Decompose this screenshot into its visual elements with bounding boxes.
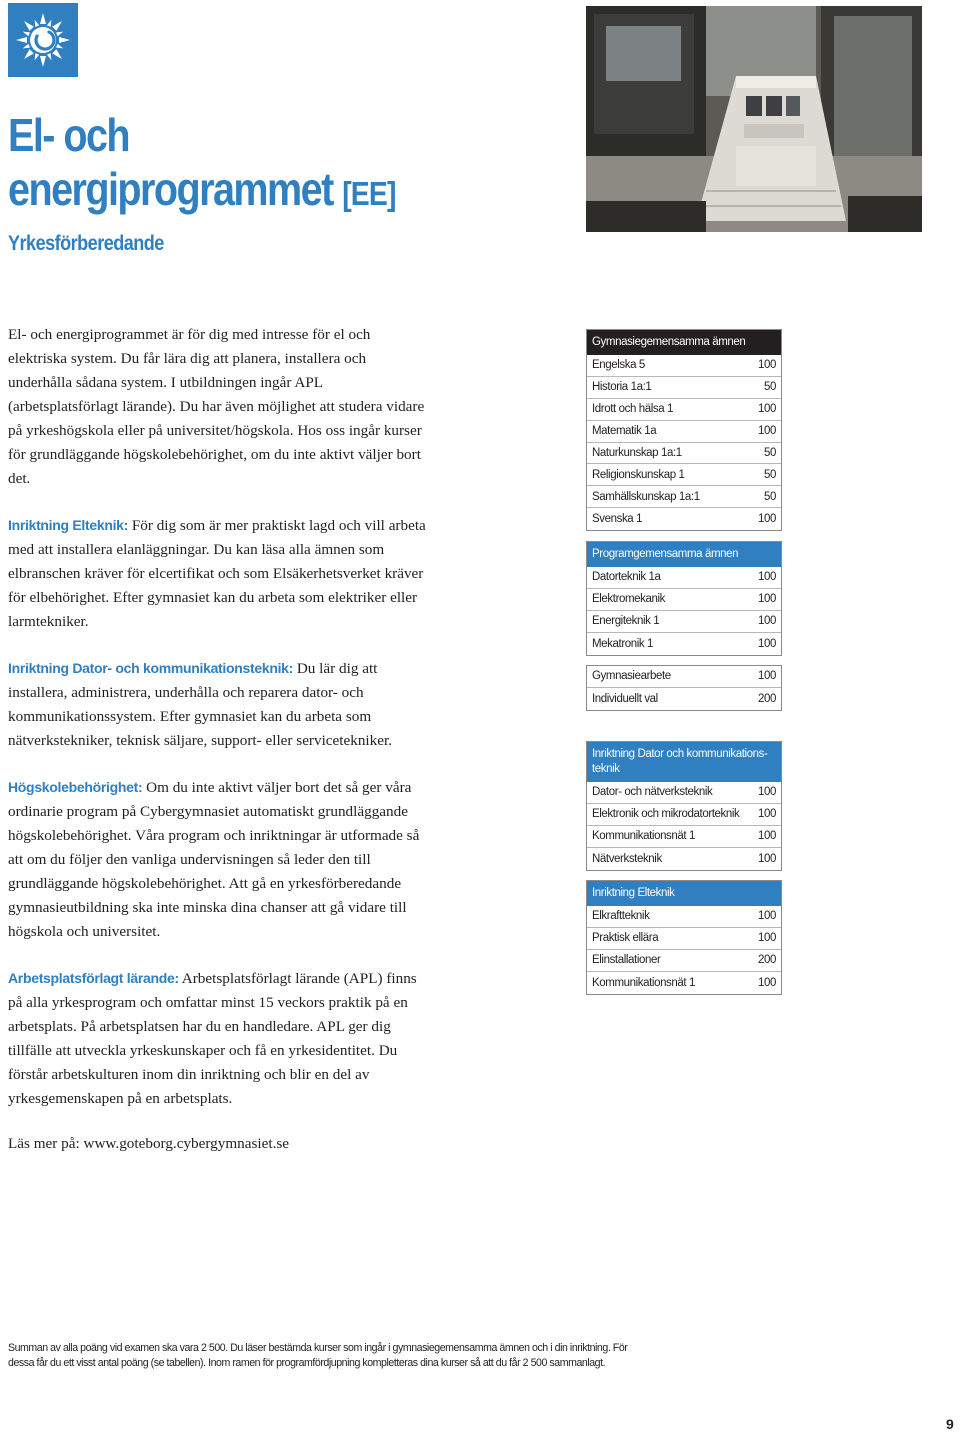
panel-header: Inriktning Elteknik <box>587 881 781 906</box>
section-dator <box>8 656 428 753</box>
course-name: Matematik 1a <box>592 425 657 438</box>
panel-rows <box>587 782 781 870</box>
course-name: Naturkunskap 1a:1 <box>592 447 682 459</box>
course-row <box>587 611 781 633</box>
title-line-1: El- och <box>8 109 130 161</box>
school-logo <box>8 3 78 77</box>
course-row <box>587 399 781 421</box>
panel-header: Inriktning Dator och kommunikations-teknik <box>587 742 781 782</box>
title-line-2: energiprogrammet <box>8 163 333 215</box>
page-number: 9 <box>946 1416 954 1432</box>
footnote: Summan av alla poäng vid examen ska vara 2 500. Du läser bestämda kurser som ingår i gymnasiegemensamma ämnen och i din inriktning. För dessa får du ett visst antal poäng (se tabellen). Inom ramen för programfördjupning kompletteras dina kurser så att du får 2 500 sammanlagt. <box>8 1342 628 1369</box>
body-text <box>8 323 428 1133</box>
course-points: 100 <box>758 830 776 843</box>
course-row <box>587 906 781 928</box>
panel-rows <box>587 666 781 710</box>
course-points: 100 <box>758 571 776 584</box>
section-apl <box>8 966 428 1111</box>
course-points: 100 <box>758 425 776 438</box>
panel-rows <box>587 906 781 994</box>
course-name: Datorteknik 1a <box>592 571 661 584</box>
course-points: 100 <box>758 593 776 606</box>
panel-other-subjects <box>586 665 782 711</box>
course-row <box>587 688 781 710</box>
section-lead: Inriktning Elteknik: <box>8 517 129 533</box>
course-row <box>587 848 781 870</box>
course-points: 50 <box>764 468 776 481</box>
course-row <box>587 508 781 530</box>
course-points: 100 <box>758 513 776 526</box>
section-hogskola <box>8 775 428 944</box>
course-row <box>587 464 781 486</box>
course-name: Gymnasiearbete <box>592 670 671 683</box>
panel-header: Programgemensamma ämnen <box>587 542 781 567</box>
course-row <box>587 589 781 611</box>
panel-rows <box>587 355 781 530</box>
section-lead: Arbetsplatsförlagt lärande: <box>8 970 179 986</box>
sun-logo-icon <box>8 3 78 77</box>
course-name: Samhällskunskap 1a:1 <box>592 490 700 503</box>
page-subtitle: Yrkesförberedande <box>8 232 164 255</box>
course-row <box>587 826 781 848</box>
course-row <box>587 666 781 688</box>
course-points: 200 <box>758 692 776 705</box>
course-points: 100 <box>758 910 776 923</box>
panel-header: Gymnasiegemensamma ämnen <box>587 330 781 355</box>
course-name: Elektronik och mikrodatorteknik <box>592 808 740 821</box>
program-code: [EE] <box>342 175 396 212</box>
page-title <box>8 108 396 221</box>
section-elteknik <box>8 513 428 634</box>
course-points: 50 <box>764 381 776 394</box>
course-row <box>587 443 781 465</box>
read-more-link[interactable]: Läs mer på: www.goteborg.cybergymnasiet.se <box>8 1135 290 1152</box>
course-row <box>587 567 781 589</box>
section-text: Om du inte aktivt väljer bort det så ger våra ordinarie program på Cybergymnasiet automatiskt grundläggande högskolebehörighet. Våra program och inriktningar är utformade så att om du följer den vanliga undervisningen så leder den till grundläggande högskolebehörighet. Att gå en yrkesförberedande gymnasieutbildning ska inte minska dina chanser att gå vidare till högskola och universitet. <box>8 779 420 940</box>
course-row <box>587 782 781 804</box>
course-points: 100 <box>758 670 776 683</box>
course-points: 100 <box>758 615 776 628</box>
course-row <box>587 486 781 508</box>
section-lead: Högskolebehörighet: <box>8 779 143 795</box>
course-name: Praktisk ellära <box>592 932 659 945</box>
section-text: För dig som är mer praktiskt lagd och vill arbeta med att installera elanläggningar. Du kan läsa alla ämnen som elbranschen kräver för elcertifikat och som Elsäkerhetsverket kräver för elbehörighet. Efter gymnasiet kan du arbeta som elektriker eller larmtekniker. <box>8 517 426 630</box>
section-text: Du lär dig att installera, administrera, underhålla och reparera dator- och kommunikationssystem. Efter gymnasiet kan du arbeta som nätverkstekniker, teknisk säljare, support- eller servicetekniker. <box>8 660 393 749</box>
course-name: Kommunikationsnät 1 <box>592 976 695 989</box>
course-points: 100 <box>758 403 776 416</box>
course-row <box>587 377 781 399</box>
course-name: Energiteknik 1 <box>592 615 660 628</box>
course-name: Individuellt val <box>592 692 658 705</box>
course-points: 100 <box>758 852 776 865</box>
course-row <box>587 928 781 950</box>
course-points: 100 <box>758 786 776 799</box>
section-lead: Inriktning Dator- och kommunikationsteknik: <box>8 660 294 676</box>
course-row <box>587 804 781 826</box>
panel-program-subjects <box>586 541 782 656</box>
course-points: 50 <box>764 447 776 459</box>
course-name: Nätverksteknik <box>592 852 662 865</box>
course-name: Religionskunskap 1 <box>592 468 685 481</box>
course-name: Idrott och hälsa 1 <box>592 403 674 416</box>
panel-common-subjects <box>586 329 782 531</box>
course-points: 100 <box>758 808 776 821</box>
course-name: Elinstallationer <box>592 954 661 967</box>
course-points: 100 <box>758 976 776 989</box>
course-row <box>587 972 781 994</box>
course-name: Kommunikationsnät 1 <box>592 830 695 843</box>
course-name: Historia 1a:1 <box>592 381 652 394</box>
panel-rows <box>587 567 781 655</box>
panel-dator-track <box>586 741 782 871</box>
intro-paragraph: El- och energiprogrammet är för dig med intresse för el och elektriska system. Du får lära dig att planera, installera och underhålla sådana system. I utbildningen ingår APL (arbetsplatsförlagt lärande). Du har även möjlighet att studera vidare på yrkeshögskola eller på universitet/högskola. Hos oss ingår kurser för grundläggande högskolebehörighet, om du inte aktivt väljer bort det. <box>8 326 425 487</box>
course-name: Elektromekanik <box>592 593 666 606</box>
course-points: 100 <box>758 359 776 372</box>
course-row <box>587 950 781 972</box>
course-row <box>587 633 781 655</box>
course-name: Mekatronik 1 <box>592 637 654 650</box>
course-name: Elkraftteknik <box>592 910 650 923</box>
classroom-photo <box>586 6 922 232</box>
course-points: 200 <box>758 954 776 967</box>
course-points: 100 <box>758 637 776 650</box>
course-name: Engelska 5 <box>592 359 645 372</box>
course-name: Dator- och nätverksteknik <box>592 786 713 799</box>
section-text: Arbetsplatsförlagt lärande (APL) finns på alla yrkesprogram och omfattar minst 15 veckors praktik på en arbetsplats. På arbetsplatsen har du en handledare. APL ger dig tillfälle att utveckla yrkeskunskaper och få en yrkesidentitet. Du förstår arbetskulturen inom din inriktning och blir en del av yrkesgemenskapen på en arbetsplats. <box>8 970 417 1107</box>
course-name: Svenska 1 <box>592 513 643 526</box>
panel-el-track <box>586 880 782 995</box>
course-row <box>587 355 781 377</box>
course-points: 50 <box>764 490 776 503</box>
course-points: 100 <box>758 932 776 945</box>
course-row <box>587 421 781 443</box>
